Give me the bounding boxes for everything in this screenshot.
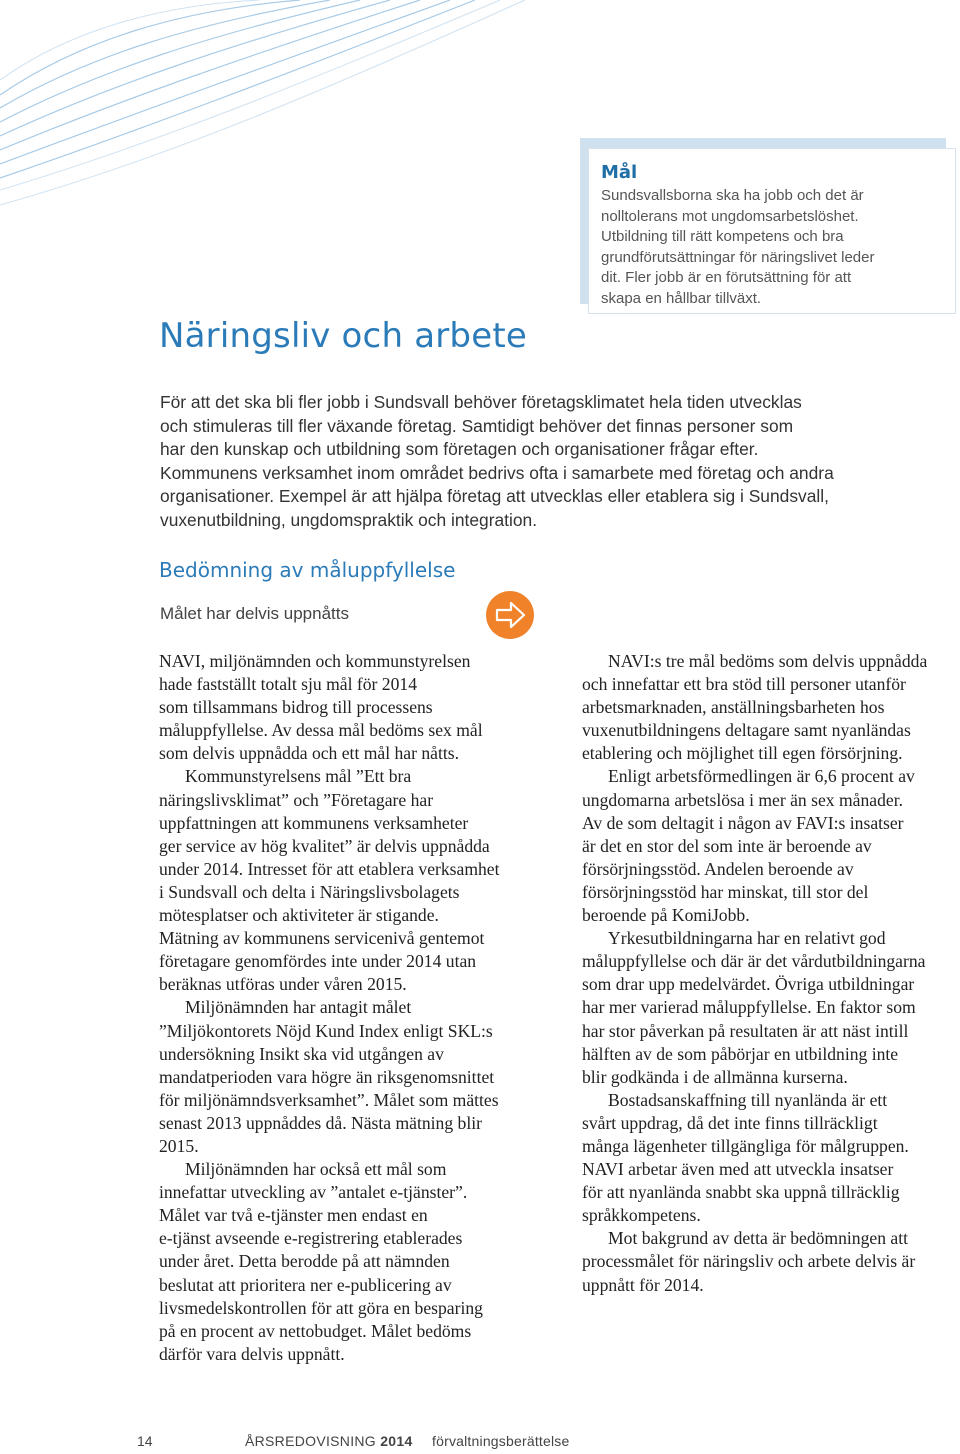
assessment-status: Målet har delvis uppnåtts [160, 604, 349, 623]
body-line: måluppfyllelse. Av dessa mål bedöms sex mål [159, 720, 483, 741]
intro-paragraph [160, 391, 950, 533]
body-line: senast 2013 uppnåddes då. Nästa mätning blir [159, 1112, 482, 1133]
body-line: på en procent av nettobudget. Målet bedöms [159, 1320, 472, 1341]
body-line: blir godkända i de allmänna kurserna. [582, 1066, 848, 1087]
body-line: Mot bakgrund av detta är bedömningen att [608, 1228, 908, 1249]
body-line: språkkompetens. [582, 1205, 701, 1226]
body-line: därför vara delvis uppnått. [159, 1343, 345, 1364]
body-line: och innefattar ett bra stöd till personer utanför [582, 674, 906, 695]
body-line: NAVI:s tre mål bedöms som delvis uppnådda [608, 651, 928, 671]
body-line: beräknas utföras under våren 2015. [159, 974, 407, 995]
body-line: ”Miljökontorets Nöjd Kund Index enligt SKL:s [159, 1020, 493, 1041]
page-footer [0, 1433, 960, 1453]
body-line: som delvis uppnådda och ett mål har nåtts. [159, 743, 460, 764]
left-column [159, 650, 539, 1366]
body-line: Kommunstyrelsens mål ”Ett bra [185, 766, 412, 787]
assessment-heading: Bedömning av måluppfyllelse [159, 558, 456, 582]
body-line: försörjningsstöd har minskat, till stor del [582, 881, 869, 902]
body-line: uppfattningen att kommunens verksamheter [159, 812, 469, 833]
goal-line: Utbildning till rätt kompetens och bra [601, 228, 844, 245]
body-line: försörjningsstöd. Andelen beroende av [582, 858, 854, 879]
body-line: Yrkesutbildningarna har en relativt god [608, 928, 886, 949]
page-number: 14 [137, 1433, 153, 1449]
document-title: ÅRSREDOVISNING [245, 1433, 376, 1449]
body-line: har mer varierad måluppfyllelse. En faktor som [582, 997, 916, 1018]
intro-line: För att det ska bli fler jobb i Sundsvall behöver företagsklimatet hela tiden utvecklas [160, 392, 802, 412]
body-line: ungdomarna arbetslösa i mer än sex månader. [582, 789, 903, 810]
body-line: näringslivsklimat” och ”Företagare har [159, 789, 434, 810]
body-line: uppnått för 2014. [582, 1274, 704, 1295]
body-line: NAVI, miljönämnden och kommunstyrelsen [159, 651, 471, 671]
body-line: måluppfyllelse och där är det vårdutbildningarna [582, 951, 926, 972]
body-line: livsmedelskontrollen för att göra en besparing [159, 1297, 483, 1318]
intro-line: organisationer. Exempel är att hjälpa företag att utvecklas eller etablera sig i Sundsvall, [160, 486, 829, 507]
body-line: företagare genomfördes inte under 2014 utan [159, 951, 477, 972]
goal-line: dit. Fler jobb är en förutsättning för att [601, 269, 852, 286]
intro-line: vuxenutbildning, ungdomspraktik och integration. [160, 509, 538, 530]
arrow-right-icon [485, 590, 535, 640]
body-line: 2015. [159, 1135, 199, 1156]
intro-line: och stimuleras till fler växande företag. Samtidigt behöver det finnas personer som [160, 415, 794, 436]
body-line: i Sundsvall och delta i Näringslivsbolagets [159, 881, 460, 902]
body-line: för miljönämndsverksamhet”. Målet som mättes [159, 1089, 499, 1110]
document-section: förvaltningsberättelse [432, 1433, 570, 1449]
body-line: är det en stor del som inte är beroende av [582, 835, 872, 856]
document-year: 2014 [380, 1433, 413, 1449]
body-line: NAVI arbetar även med att utveckla insatser [582, 1159, 894, 1180]
goal-line: Sundsvallsborna ska ha jobb och det är [601, 187, 864, 204]
body-line: svårt uppdrag, då det inte finns tillräckligt [582, 1112, 878, 1133]
body-line: som tillsammans bidrog till processens [159, 697, 433, 718]
body-line: som drar upp medelvärdet. Övriga utbildningar [582, 974, 915, 995]
goal-title: Mål [601, 162, 638, 183]
body-line: Mätning av kommunens servicenivå gentemot [159, 928, 485, 949]
body-line: etablering och möjlighet till egen försörjning. [582, 743, 903, 764]
goal-line: nolltolerans mot ungdomsarbetslöshet. [601, 207, 859, 225]
body-line: beslutat att prioritera ner e-publicering av [159, 1274, 452, 1295]
body-line: hälften av de som påbörjar en utbildning inte [582, 1043, 899, 1064]
goal-line: grundförutsättningar för näringslivet leder [601, 248, 875, 266]
page-title: Näringsliv och arbete [159, 316, 527, 356]
body-line: under 2014. Intresset för att etablera verksamhet [159, 858, 500, 879]
body-line: många lägenheter tillgängliga för målgruppen. [582, 1135, 909, 1156]
body-line: Enligt arbetsförmedlingen är 6,6 procent av [608, 766, 915, 787]
body-line: Miljönämnden har också ett mål som [185, 1159, 447, 1180]
body-line: ger service av hög kvalitet” är delvis uppnådda [159, 835, 490, 856]
body-line: mötesplatser och aktiviteter är stigande. [159, 905, 439, 926]
body-line: har stor påverkan på resultaten är att näst intill [582, 1020, 909, 1041]
body-line: e-tjänst avseende e-registrering etablerades [159, 1228, 463, 1249]
body-line: innefattar utveckling av ”antalet e-tjänster”. [159, 1182, 468, 1203]
right-column [582, 650, 960, 1297]
body-line: Miljönämnden har antagit målet [185, 997, 412, 1018]
body-line: Bostadsanskaffning till nyanlända är ett [608, 1089, 888, 1110]
goal-box [588, 148, 956, 314]
goal-line: skapa en hållbar tillväxt. [601, 289, 762, 307]
body-line: Målet var två e-tjänster men endast en [159, 1205, 428, 1226]
body-line: beroende på KomiJobb. [582, 905, 750, 926]
body-line: hade fastställt totalt sju mål för 2014 [159, 674, 417, 695]
body-line: mandatperioden vara högre än riksgenomsnittet [159, 1066, 495, 1087]
body-line: under året. Detta berodde på att nämnden [159, 1251, 450, 1272]
body-line: arbetsmarknaden, anställningsbarheten hos [582, 697, 885, 718]
body-line: vuxenutbildningens deltagare samt nyanländas [582, 720, 911, 741]
document-name [245, 1433, 413, 1449]
intro-line: har den kunskap och utbildning som företagen och organisationer frågar efter. [160, 439, 759, 460]
goal-text [601, 186, 943, 309]
body-line: Av de som deltagit i någon av FAVI:s insatser [582, 812, 904, 833]
body-line: processmålet för näringsliv och arbete delvis är [582, 1251, 916, 1272]
intro-line: Kommunens verksamhet inom området bedrivs ofta i samarbete med företag och andra [160, 462, 834, 483]
body-line: undersökning Insikt ska vid utgången av [159, 1043, 444, 1064]
body-line: för att nyanlända snabbt ska uppnå tillräcklig [582, 1182, 900, 1203]
